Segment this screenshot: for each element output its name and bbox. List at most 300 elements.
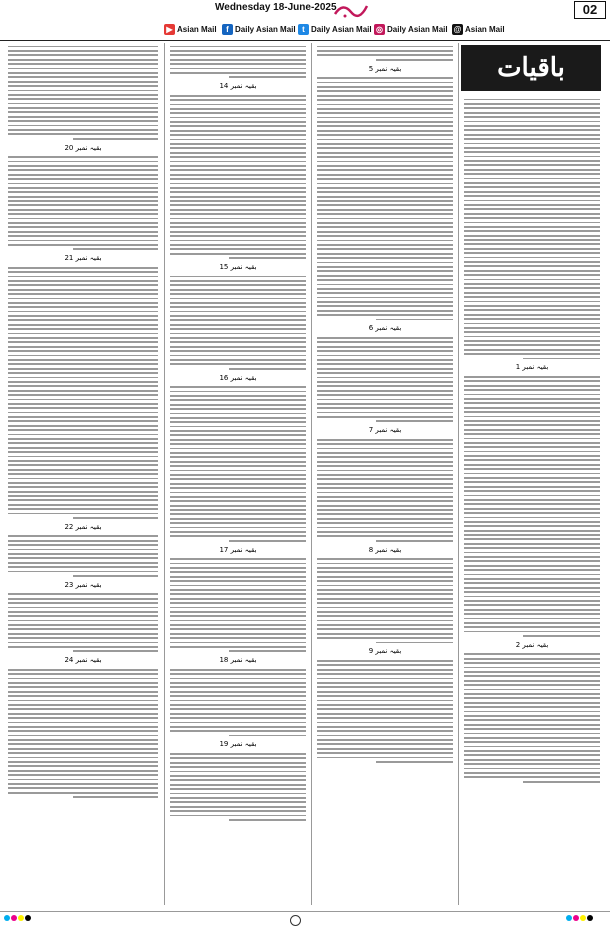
- text-line: [8, 482, 158, 484]
- text-line: [317, 139, 453, 141]
- text-line: [464, 380, 600, 382]
- text-line: [170, 513, 306, 515]
- text-line: [317, 174, 453, 176]
- color-bar-right: [566, 915, 593, 921]
- text-line: [8, 311, 158, 313]
- text-line: [317, 470, 453, 472]
- text-line: [8, 486, 158, 488]
- text-line: [317, 86, 453, 88]
- continuation-heading: بقیہ نمبر 19: [219, 740, 257, 749]
- text-line: [8, 549, 158, 551]
- text-line: [8, 739, 158, 741]
- text-line: [464, 121, 600, 123]
- text-line: [8, 280, 158, 282]
- text-line: [464, 160, 600, 162]
- text-line: [8, 544, 158, 546]
- text-line: [464, 243, 600, 245]
- text-line: [170, 337, 306, 339]
- text-line: [464, 305, 600, 307]
- text-line: [317, 266, 453, 268]
- text-line: [8, 196, 158, 198]
- text-line: [8, 695, 158, 697]
- text-line: [170, 766, 306, 768]
- text-line: [170, 204, 306, 206]
- text-line: [8, 85, 158, 87]
- text-line: [317, 125, 453, 127]
- text-line: [8, 289, 158, 291]
- text-line: [170, 434, 306, 436]
- text-line: [464, 156, 600, 158]
- text-line: [8, 244, 158, 246]
- text-line: [8, 368, 158, 370]
- text-line: [464, 318, 600, 320]
- text-line: [8, 770, 158, 772]
- text-line: [73, 138, 158, 140]
- social-youtube[interactable]: [164, 22, 217, 36]
- page-number: 02: [574, 1, 606, 19]
- continuation-heading: بقیہ نمبر 6: [368, 324, 402, 333]
- text-line: [170, 413, 306, 415]
- text-line: [170, 730, 306, 732]
- text-line: [73, 248, 158, 250]
- text-line: [170, 461, 306, 463]
- text-line: [170, 527, 306, 529]
- text-line: [8, 571, 158, 573]
- text-line: [464, 490, 600, 492]
- text-line: [464, 768, 600, 770]
- text-line: [464, 724, 600, 726]
- text-line: [229, 257, 306, 259]
- text-line: [170, 395, 306, 397]
- text-line: [8, 438, 158, 440]
- text-line: [464, 578, 600, 580]
- text-line: [317, 602, 453, 604]
- text-line: [464, 265, 600, 267]
- text-line: [170, 797, 306, 799]
- text-line: [317, 183, 453, 185]
- text-line: [464, 186, 600, 188]
- text-line: [8, 504, 158, 506]
- text-line: [8, 169, 158, 171]
- text-line: [170, 276, 306, 278]
- text-line: [8, 620, 158, 622]
- text-line: [170, 253, 306, 255]
- text-line: [464, 252, 600, 254]
- text-line: [170, 139, 306, 141]
- text-line: [8, 783, 158, 785]
- text-line: [8, 495, 158, 497]
- text-line: [317, 509, 453, 511]
- text-line: [317, 248, 453, 250]
- text-line: [317, 439, 453, 441]
- text-line: [170, 355, 306, 357]
- text-line: [170, 95, 306, 97]
- text-line: [170, 563, 306, 565]
- text-line: [317, 279, 453, 281]
- text-line: [170, 112, 306, 114]
- text-line: [464, 582, 600, 584]
- text-line: [170, 152, 306, 154]
- text-line: [8, 116, 158, 118]
- text-line: [170, 363, 306, 365]
- text-line: [464, 653, 600, 655]
- text-line: [73, 517, 158, 519]
- text-line: [317, 713, 453, 715]
- text-line: [170, 130, 306, 132]
- text-line: [464, 208, 600, 210]
- text-line: [8, 341, 158, 343]
- text-line: [8, 540, 158, 542]
- text-line: [317, 416, 453, 418]
- text-line: [170, 700, 306, 702]
- text-line: [8, 372, 158, 374]
- text-line: [8, 491, 158, 493]
- text-line: [317, 589, 453, 591]
- text-line: [464, 543, 600, 545]
- text-line: [8, 713, 158, 715]
- text-line: [464, 684, 600, 686]
- text-line: [8, 363, 158, 365]
- text-line: [464, 587, 600, 589]
- text-line: [464, 99, 600, 101]
- text-line: [317, 292, 453, 294]
- text-line: [8, 700, 158, 702]
- social-threads[interactable]: [452, 22, 505, 36]
- text-line: [8, 633, 158, 635]
- text-line: [464, 728, 600, 730]
- text-line: [170, 333, 306, 335]
- text-line: [170, 443, 306, 445]
- text-line: [170, 801, 306, 803]
- text-line: [464, 239, 600, 241]
- text-line: [8, 403, 158, 405]
- text-line: [170, 624, 306, 626]
- text-line: [8, 63, 158, 65]
- text-line: [464, 331, 600, 333]
- text-line: [317, 598, 453, 600]
- text-line: [464, 125, 600, 127]
- color-bar-left: [4, 915, 31, 921]
- text-line: [464, 530, 600, 532]
- text-line: [170, 346, 306, 348]
- text-line: [523, 358, 600, 360]
- page-header: [0, 0, 610, 41]
- text-line: [229, 819, 306, 821]
- text-line: [464, 486, 600, 488]
- text-line: [170, 788, 306, 790]
- text-line: [464, 389, 600, 391]
- text-line: [170, 585, 306, 587]
- text-line: [317, 209, 453, 211]
- text-line: [8, 602, 158, 604]
- text-line: [464, 569, 600, 571]
- text-line: [464, 182, 600, 184]
- text-line: [8, 607, 158, 609]
- text-line: [170, 399, 306, 401]
- text-line: [464, 134, 600, 136]
- text-line: [170, 359, 306, 361]
- text-line: [317, 161, 453, 163]
- text-line: [170, 771, 306, 773]
- text-line: [317, 200, 453, 202]
- text-line: [317, 678, 453, 680]
- text-line: [317, 567, 453, 569]
- text-line: [8, 161, 158, 163]
- text-line: [464, 477, 600, 479]
- text-line: [170, 248, 306, 250]
- text-line: [523, 635, 600, 637]
- text-line: [317, 558, 453, 560]
- text-line: [317, 563, 453, 565]
- social-label: Daily Asian Mail: [235, 24, 296, 34]
- text-line: [8, 566, 158, 568]
- text-line: [170, 165, 306, 167]
- text-line: [170, 686, 306, 688]
- text-line: [8, 337, 158, 339]
- continuation-heading: بقیہ نمبر 15: [219, 262, 257, 271]
- text-line: [170, 500, 306, 502]
- text-line: [8, 377, 158, 379]
- text-line: [8, 319, 158, 321]
- text-line: [170, 244, 306, 246]
- text-line: [464, 429, 600, 431]
- text-line: [464, 468, 600, 470]
- text-line: [8, 350, 158, 352]
- text-line: [8, 174, 158, 176]
- text-line: [464, 204, 600, 206]
- text-line: [8, 447, 158, 449]
- text-line: [317, 691, 453, 693]
- text-line: [8, 125, 158, 127]
- facebook-icon: f: [222, 24, 233, 35]
- text-line: [317, 355, 453, 357]
- text-line: [464, 344, 600, 346]
- text-line: [317, 240, 453, 242]
- text-line: [317, 104, 453, 106]
- text-line: [317, 204, 453, 206]
- text-line: [464, 424, 600, 426]
- text-line: [8, 107, 158, 109]
- text-line: [464, 442, 600, 444]
- text-line: [317, 196, 453, 198]
- text-line: [170, 187, 306, 189]
- text-line: [464, 737, 600, 739]
- text-line: [464, 151, 600, 153]
- text-line: [8, 129, 158, 131]
- text-line: [464, 235, 600, 237]
- text-line: [464, 512, 600, 514]
- text-line: [464, 107, 600, 109]
- text-line: [8, 460, 158, 462]
- text-line: [317, 478, 453, 480]
- text-line: [8, 284, 158, 286]
- text-line: [464, 547, 600, 549]
- text-line: [8, 686, 158, 688]
- text-line: [317, 284, 453, 286]
- column-divider: [458, 43, 459, 905]
- text-line: [464, 754, 600, 756]
- text-line: [317, 407, 453, 409]
- text-line: [8, 381, 158, 383]
- text-line: [317, 456, 453, 458]
- social-facebook[interactable]: [222, 22, 296, 36]
- text-line: [170, 492, 306, 494]
- text-line: [317, 147, 453, 149]
- text-line: [170, 673, 306, 675]
- text-line: [317, 143, 453, 145]
- text-line: [170, 576, 306, 578]
- text-line: [170, 628, 306, 630]
- text-line: [523, 781, 600, 783]
- text-line: [8, 111, 158, 113]
- text-line: [317, 673, 453, 675]
- text-line: [464, 671, 600, 673]
- text-line: [317, 218, 453, 220]
- text-line: [464, 600, 600, 602]
- text-line: [8, 412, 158, 414]
- text-line: [317, 752, 453, 754]
- text-line: [317, 359, 453, 361]
- text-line: [464, 353, 600, 355]
- text-line: [8, 226, 158, 228]
- text-line: [464, 473, 600, 475]
- text-line: [170, 161, 306, 163]
- text-line: [317, 748, 453, 750]
- text-line: [8, 678, 158, 680]
- text-line: [464, 147, 600, 149]
- text-line: [170, 722, 306, 724]
- text-line: [8, 420, 158, 422]
- text-line: [73, 650, 158, 652]
- text-line: [317, 695, 453, 697]
- text-line: [464, 296, 600, 298]
- social-label: Asian Mail: [465, 24, 505, 34]
- text-line: [8, 235, 158, 237]
- text-line: [170, 108, 306, 110]
- column-divider: [311, 43, 312, 905]
- text-line: [464, 398, 600, 400]
- text-line: [170, 593, 306, 595]
- section-banner: باقیات: [461, 45, 601, 91]
- continuation-heading: بقیہ نمبر 17: [219, 545, 257, 554]
- text-line: [317, 301, 453, 303]
- continuation-heading: بقیہ نمبر 2: [515, 640, 549, 649]
- text-line: [170, 147, 306, 149]
- text-line: [317, 297, 453, 299]
- text-line: [464, 394, 600, 396]
- text-line: [464, 772, 600, 774]
- text-line: [464, 200, 600, 202]
- text-line: [8, 562, 158, 564]
- text-line: [8, 646, 158, 648]
- social-instagram[interactable]: [374, 22, 448, 36]
- text-line: [317, 337, 453, 339]
- text-line: [170, 620, 306, 622]
- text-line: [317, 448, 453, 450]
- text-line: [8, 407, 158, 409]
- text-line: [8, 637, 158, 639]
- text-line: [170, 183, 306, 185]
- article-column-4: [6, 43, 160, 905]
- text-line: [464, 301, 600, 303]
- text-line: [8, 416, 158, 418]
- text-line: [8, 271, 158, 273]
- text-line: [170, 284, 306, 286]
- text-line: [464, 631, 600, 633]
- text-line: [317, 628, 453, 630]
- text-line: [8, 187, 158, 189]
- text-line: [8, 183, 158, 185]
- text-line: [8, 133, 158, 135]
- text-line: [8, 59, 158, 61]
- text-line: [170, 806, 306, 808]
- text-line: [376, 642, 453, 644]
- text-line: [317, 310, 453, 312]
- article-column-2: [315, 43, 455, 905]
- text-line: [8, 535, 158, 537]
- text-line: [8, 478, 158, 480]
- text-line: [464, 618, 600, 620]
- text-line: [464, 230, 600, 232]
- text-line: [170, 404, 306, 406]
- text-line: [170, 470, 306, 472]
- text-line: [317, 130, 453, 132]
- text-line: [317, 390, 453, 392]
- text-line: [464, 116, 600, 118]
- text-line: [8, 267, 158, 269]
- text-line: [464, 750, 600, 752]
- text-line: [317, 624, 453, 626]
- text-line: [376, 761, 453, 763]
- text-line: [170, 178, 306, 180]
- text-line: [464, 711, 600, 713]
- text-line: [317, 231, 453, 233]
- text-line: [464, 217, 600, 219]
- text-line: [170, 779, 306, 781]
- instagram-icon: ◎: [374, 24, 385, 35]
- text-line: [170, 226, 306, 228]
- text-line: [8, 293, 158, 295]
- text-line: [464, 596, 600, 598]
- text-line: [8, 333, 158, 335]
- text-line: [317, 257, 453, 259]
- text-line: [8, 94, 158, 96]
- issue-date: Wednesday 18-June-2025: [215, 2, 337, 13]
- threads-icon: @: [453, 24, 462, 34]
- youtube-icon: ▶: [164, 24, 175, 35]
- text-line: [170, 218, 306, 220]
- text-line: [464, 517, 600, 519]
- text-line: [317, 350, 453, 352]
- text-line: [170, 324, 306, 326]
- text-line: [8, 394, 158, 396]
- text-line: [464, 499, 600, 501]
- text-line: [170, 465, 306, 467]
- text-line: [317, 314, 453, 316]
- social-twitter[interactable]: [298, 22, 372, 36]
- text-line: [317, 165, 453, 167]
- text-line: [464, 226, 600, 228]
- text-line: [170, 535, 306, 537]
- text-line: [170, 678, 306, 680]
- text-line: [464, 195, 600, 197]
- continuation-heading: بقیہ نمبر 20: [64, 143, 102, 152]
- text-line: [73, 796, 158, 798]
- text-line: [8, 464, 158, 466]
- text-line: [464, 178, 600, 180]
- text-line: [8, 735, 158, 737]
- text-line: [170, 328, 306, 330]
